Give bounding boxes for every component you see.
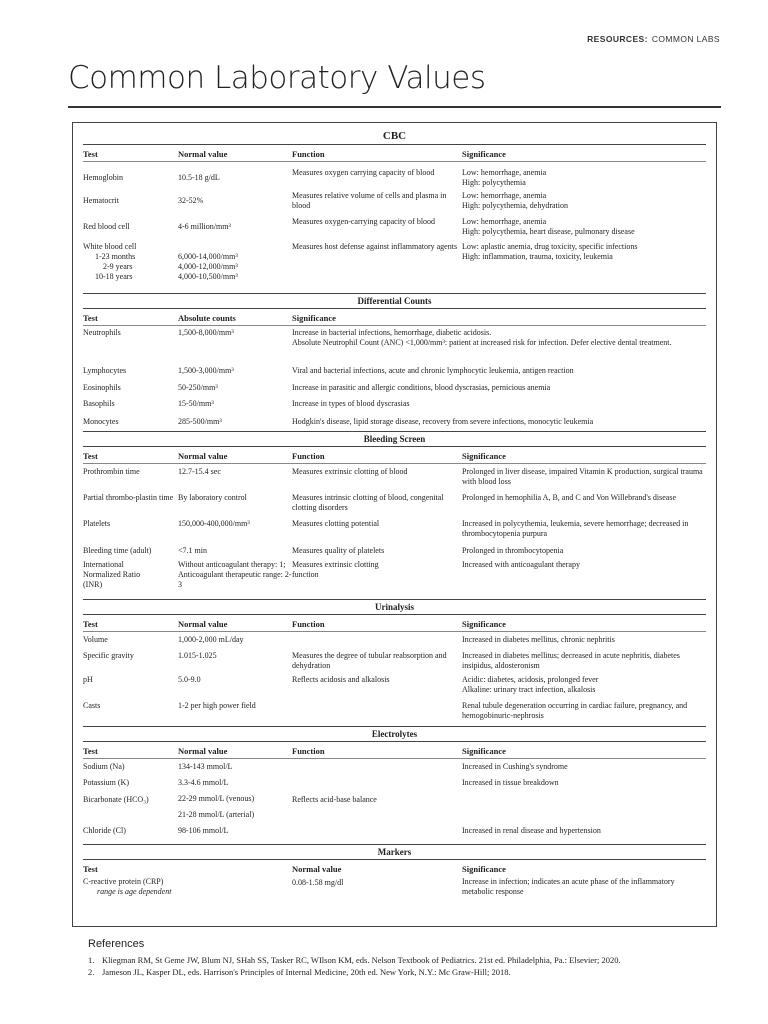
test-name: Potassium (K)	[83, 778, 129, 787]
test-significance: Increase in infection; indicates an acute phase of the inflammatory metabolic response	[462, 877, 675, 896]
table-row	[83, 490, 706, 516]
table-row	[83, 632, 706, 648]
test-name	[83, 242, 178, 293]
test-significance: Low: hemorrhage, anemia High: polycythemia	[462, 168, 547, 187]
test-name: Hematocrit	[83, 196, 119, 205]
column-header: Normal value	[292, 864, 342, 874]
test-name: Chloride (Cl)	[83, 826, 126, 835]
resources-header	[587, 34, 720, 44]
markers-section	[83, 844, 706, 901]
test-significance: Prolonged in thrombocytopenia	[462, 546, 564, 555]
normal-value: 32-52%	[178, 196, 204, 205]
test-function	[292, 826, 462, 840]
test-function	[292, 762, 462, 775]
test-significance: Hodgkin's disease, lipid storage disease, recovery from severe infections, monocytic leukemia	[292, 417, 594, 426]
table-row	[83, 464, 706, 490]
column-header: Normal value	[178, 746, 228, 756]
column-header: Significance	[462, 864, 506, 874]
bleeding-header-row	[83, 447, 706, 464]
age-group: 1-23 months	[95, 252, 136, 261]
reference-number: 1.	[88, 955, 95, 965]
test-significance	[462, 795, 706, 826]
test-function	[292, 701, 462, 726]
absolute-count: 15-50/mm³	[178, 399, 214, 408]
test-function: Measures oxygen-carrying capacity of blood	[292, 217, 436, 226]
column-header: Function	[292, 619, 325, 629]
column-header: Function	[292, 746, 325, 756]
column-header: Function	[292, 149, 325, 159]
differential-section	[83, 293, 706, 431]
test-name: Platelets	[83, 519, 111, 528]
table-row	[83, 877, 706, 901]
marker-test-name: C-reactive protein (CRP)	[83, 877, 164, 886]
normal-value: <7.1 min	[178, 546, 207, 555]
column-header: Test	[83, 619, 98, 629]
age-group: 2-9 years	[103, 262, 133, 271]
test-significance: Prolonged in hemophilia A, B, and C and Von Willebrand's disease	[462, 493, 676, 502]
absolute-count: 50-250/mm³	[178, 383, 218, 392]
section-title-urinalysis: Urinalysis	[83, 600, 706, 615]
test-significance: Increased with anticoagulant therapy	[462, 560, 580, 569]
normal-value: 3.3-4.6 mmol/L	[178, 778, 229, 787]
section-title-bleeding: Bleeding Screen	[83, 432, 706, 447]
age-group: 10-18 years	[95, 272, 133, 281]
test-function: Measures extrinsic clotting function	[292, 560, 379, 579]
test-significance: Low: hemorrhage, anemia High: polycythemia, heart disease, pulmonary disease	[462, 217, 635, 236]
section-title-markers: Markers	[83, 845, 706, 860]
normal-value: 150,000-400,000/mm³	[178, 519, 250, 528]
column-header: Normal value	[178, 451, 228, 461]
test-name: Bleeding time (adult)	[83, 546, 152, 555]
cbc-section	[83, 123, 706, 293]
test-function: Measures quality of platelets	[292, 546, 385, 555]
normal-value: By laboratory control	[178, 493, 247, 502]
table-row	[83, 792, 706, 826]
urinalysis-section	[83, 599, 706, 726]
table-row	[83, 417, 706, 431]
normal-value	[178, 242, 292, 293]
normal-value: 1-2 per high power field	[178, 701, 256, 710]
test-function: Measures host defense against inflammatory agents	[292, 242, 458, 251]
test-significance: Prolonged in liver disease, impaired Vitamin K production, surgical trauma with blood loss	[462, 467, 703, 486]
test-significance: Increased in polycythemia, leukemia, severe hemorrhage; decreased in thrombocytopenia purpura	[462, 519, 689, 538]
differential-header-row	[83, 309, 706, 326]
normal-value: 1.015-1.025	[178, 651, 217, 660]
table-row	[83, 826, 706, 840]
test-function: Reflects acidosis and alkalosis	[292, 675, 390, 684]
column-header: Significance	[462, 149, 506, 159]
table-row	[83, 399, 706, 417]
table-row	[83, 672, 706, 698]
table-row	[83, 217, 706, 242]
normal-value: 4-6 million/mm³	[178, 222, 231, 231]
column-header: Test	[83, 746, 98, 756]
test-significance: Increased in renal disease and hypertension	[462, 826, 601, 835]
table-row	[83, 242, 706, 293]
test-name: Casts	[83, 701, 101, 710]
test-significance: Low: aplastic anemia, drug toxicity, specific infections High: inflammation, trauma, toxicity, leukemia	[462, 242, 638, 261]
table-row	[83, 559, 706, 599]
test-name: Basophils	[83, 399, 115, 408]
lab-values-table	[72, 122, 717, 927]
normal-value: 5.0-9.0	[178, 675, 201, 684]
table-row	[83, 383, 706, 399]
test-function: Measures the degree of tubular reabsorption and dehydration	[292, 651, 447, 670]
test-significance: Acidic: diabetes, acidosis, prolonged fever Alkaline: urinary tract infection, alkalosis	[462, 675, 599, 694]
test-significance: Increased in Cushing's syndrome	[462, 762, 568, 771]
test-name	[83, 877, 292, 901]
table-row	[83, 698, 706, 726]
normal-value: 12.7-15.4 sec	[178, 467, 221, 476]
column-header: Significance	[462, 746, 506, 756]
normal-value: Without anticoagulant therapy: 1; Anticoagulant therapeutic range: 2-3	[178, 560, 292, 589]
test-name: Monocytes	[83, 417, 119, 426]
test-significance: Viral and bacterial infections, acute and chronic lymphocytic leukemia, antigen reaction	[292, 366, 574, 375]
column-header: Significance	[292, 313, 336, 323]
markers-header-row	[83, 860, 706, 877]
table-row	[83, 326, 706, 366]
test-function: Measures intrinsic clotting of blood, congenital clotting disorders	[292, 493, 444, 512]
table-row	[83, 366, 706, 383]
electrolytes-header-row	[83, 742, 706, 759]
column-header: Test	[83, 864, 98, 874]
reference-text: Kliegman RM, St Geme JW, Blum NJ, SHah SS, Tasker RC, WIlson KM, eds. Nelson Textbook of Pediatrics. 21st ed. Philadelphia, Pa.: Elsevier; 2020.	[102, 955, 621, 965]
table-row	[83, 162, 706, 191]
table-row	[83, 516, 706, 543]
test-name: Lymphocytes	[83, 366, 127, 375]
urinalysis-header-row	[83, 615, 706, 632]
test-significance: Renal tubule degeneration occurring in cardiac failure, pregnancy, and hemogobinuric-nephrosis	[462, 701, 688, 720]
title-divider	[68, 106, 721, 108]
test-significance: Increase in types of blood dyscrasias	[292, 399, 410, 408]
table-row	[83, 759, 706, 775]
header-topic: COMMON LABS	[651, 34, 720, 44]
test-function: Measures relative volume of cells and plasma in blood	[292, 191, 447, 210]
test-function: Reflects acid-base balance	[292, 795, 377, 804]
test-significance: Increased in diabetes mellitus, chronic nephritis	[462, 635, 615, 644]
test-name: Specific gravity	[83, 651, 134, 660]
normal-value: 10.5-18 g/dL	[178, 173, 220, 182]
header-section: RESOURCES:	[587, 34, 648, 44]
electrolytes-section	[83, 726, 706, 840]
column-header: Test	[83, 149, 98, 159]
column-header: Significance	[462, 451, 506, 461]
test-function	[292, 778, 462, 792]
test-function: Measures clotting potential	[292, 519, 380, 528]
column-header: Normal value	[178, 149, 228, 159]
column-header: Test	[83, 313, 98, 323]
bleeding-section	[83, 431, 706, 599]
section-title-differential: Differential Counts	[83, 294, 706, 309]
test-significance: Increase in bacterial infections, hemorrhage, diabetic acidosis. Absolute Neutrophil Count (ANC) <1,000/mm³: patient at increased risk for infection. Defer elective dental treatment.	[292, 328, 672, 347]
column-header: Significance	[462, 619, 506, 629]
references	[88, 938, 728, 978]
column-header: Test	[83, 451, 98, 461]
reference-item	[88, 966, 728, 978]
test-significance: Low: hemorrhage, anemia High: polycythemia, dehydration	[462, 191, 568, 210]
cbc-header-row	[83, 145, 706, 162]
normal-value-range: 4,000-12,000/mm³	[178, 262, 238, 271]
table-row	[83, 543, 706, 559]
reference-item	[88, 954, 728, 966]
test-name: Sodium (Na)	[83, 762, 125, 771]
table-row	[83, 191, 706, 217]
normal-value-range: 4,000-10,500/mm³	[178, 272, 238, 281]
reference-text: Jameson JL, Kasper DL, eds. Harrison's Principles of Internal Medicine, 20th ed. New York, N.Y.: Mc Graw-Hill; 2018.	[102, 967, 511, 977]
test-name: International Normalized Ratio (INR)	[83, 560, 141, 589]
absolute-count: 1,500-8,000/mm³	[178, 328, 234, 337]
column-header: Absolute counts	[178, 313, 236, 323]
normal-value: 98-106 mmol/L	[178, 826, 229, 835]
section-title-electrolytes: Electrolytes	[83, 727, 706, 742]
test-significance: Increased in diabetes mellitus; decreased in acute nephritis, diabetes insipidus, aldosteronism	[462, 651, 680, 670]
test-name: Neutrophils	[83, 328, 121, 337]
absolute-count: 1,500-3,000/mm³	[178, 366, 234, 375]
column-header: Function	[292, 451, 325, 461]
test-function	[292, 635, 462, 648]
normal-value: 22-29 mmol/L (venous) 21-28 mmol/L (arterial)	[178, 794, 255, 819]
test-function: Measures oxygen carrying capacity of blood	[292, 168, 435, 177]
normal-value-range: 6,000-14,000/mm³	[178, 252, 238, 261]
column-header: Normal value	[178, 619, 228, 629]
references-title: References	[88, 938, 145, 950]
test-significance: Increased in tissue breakdown	[462, 778, 559, 787]
wbc-label: White blood cell	[83, 242, 137, 251]
page-title: Common Laboratory Values	[68, 60, 486, 96]
normal-value: 0.08-1.58 mg/dl	[292, 878, 344, 887]
absolute-count: 285-500/mm³	[178, 417, 222, 426]
test-function: Measures extrinsic clotting of blood	[292, 467, 408, 476]
section-title-cbc: CBC	[83, 123, 706, 145]
table-row	[83, 648, 706, 672]
test-name: Eosinophils	[83, 383, 121, 392]
test-name: Hemoglobin	[83, 173, 123, 182]
test-significance: Increase in parasitic and allergic conditions, blood dyscrasias, pernicious anemia	[292, 383, 551, 392]
test-name: Bicarbonate (HCO₃)	[83, 795, 149, 804]
test-name: Red blood cell	[83, 222, 130, 231]
test-name: pH	[83, 675, 93, 684]
normal-value: 1,000-2,000 mL/day	[178, 635, 244, 644]
test-name: Prothrombin time	[83, 467, 140, 476]
reference-number: 2.	[88, 967, 95, 977]
test-name: Partial thrombo-plastin time	[83, 493, 174, 502]
marker-note: range is age dependent	[97, 887, 172, 896]
normal-value: 134-143 mmol/L	[178, 762, 233, 771]
table-row	[83, 775, 706, 792]
test-name: Volume	[83, 635, 108, 644]
